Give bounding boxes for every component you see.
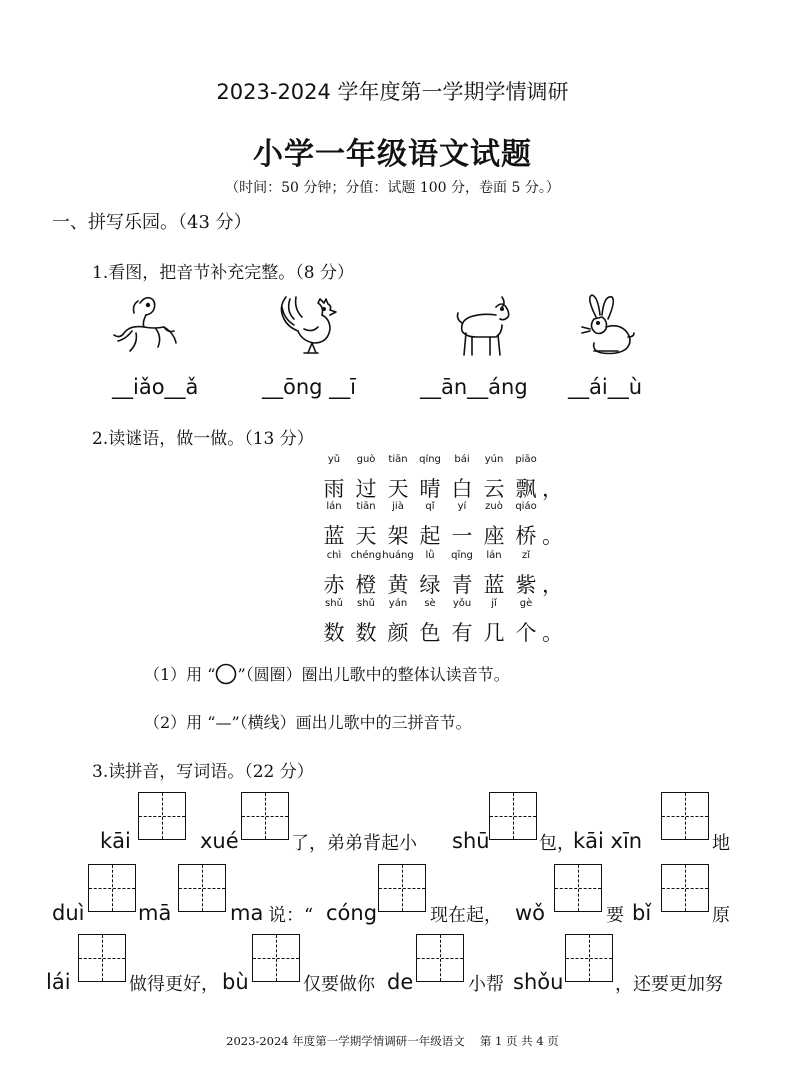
- poem-char: shǔ 数: [318, 617, 350, 647]
- sentence-text: ，还要更加努: [615, 974, 723, 995]
- poem-char: chì 赤: [318, 569, 350, 599]
- poem-punct: ，: [542, 573, 563, 597]
- poem-char: gè 个: [510, 617, 542, 647]
- poem-pinyin: yí: [457, 501, 467, 512]
- pinyin-word: ma: [230, 901, 264, 925]
- rabbit-icon: [566, 293, 638, 359]
- poem-pinyin: lán: [326, 501, 342, 512]
- pinyin-blank-rabbit: __ái__ù: [568, 375, 643, 399]
- writing-grid[interactable]: [565, 934, 613, 982]
- sentence-text: 说：“: [268, 905, 314, 926]
- poem-char: sè 色: [414, 617, 446, 647]
- sentence-text: 仅要做你: [303, 974, 375, 995]
- sub-question-2: （2）用 “—”（横线）画出儿歌中的三拼音节。: [144, 713, 472, 732]
- sub-question-1: （1）用 “ ”（圆圈）圈出儿歌中的整体认读音节。: [144, 665, 510, 684]
- poem-pinyin: qiáo: [515, 501, 537, 512]
- poem-pinyin: gè: [519, 598, 533, 609]
- pinyin-word: shū: [452, 829, 490, 853]
- pinyin-word: xué: [200, 829, 239, 853]
- pinyin-word: de: [387, 970, 414, 994]
- writing-grid[interactable]: [489, 792, 537, 840]
- poem-char: zuò 座: [478, 520, 510, 550]
- poem-punct: ，: [542, 477, 563, 501]
- pinyin-word: kāi xīn: [573, 829, 643, 853]
- sentence-text: 做得更好，: [129, 974, 219, 995]
- poem-char: qīng 青: [446, 569, 478, 599]
- poem-line-2: [318, 501, 563, 550]
- writing-grid[interactable]: [661, 864, 709, 912]
- poem-char: tiān 天: [350, 520, 382, 550]
- poem-char: yǒu 有: [446, 617, 478, 647]
- exam-info: （时间：50 分钟；分值：试题 100 分，卷面 5 分。）: [225, 180, 560, 196]
- sentence-text: 小帮: [468, 974, 504, 995]
- sentence-text: 包，: [539, 833, 575, 854]
- poem-pinyin: jǐ: [491, 598, 497, 609]
- poem-char: yǔ 雨: [318, 473, 350, 503]
- page-footer: 2023-2024 年度第一学期学情调研一年级语文 第 1 页 共 4 页: [226, 1034, 559, 1048]
- pinyin-blank-goat: __ān__áng: [420, 375, 528, 399]
- rooster-icon: [274, 293, 346, 359]
- poem-line-4: [318, 598, 563, 647]
- poem-char: tiān 天: [382, 473, 414, 503]
- sentence-text: 要: [606, 905, 624, 926]
- writing-grid[interactable]: [252, 934, 300, 982]
- poem-char: jià 架: [382, 520, 414, 550]
- poem-pinyin: zǐ: [521, 550, 531, 561]
- poem-pinyin: piāo: [515, 454, 537, 465]
- pinyin-word: bǐ: [632, 901, 652, 925]
- pinyin-word: shǒu: [513, 970, 564, 994]
- poem-char: piāo 飘: [510, 473, 542, 503]
- pinyin-word: wǒ: [515, 901, 546, 925]
- poem-pinyin: zuò: [485, 501, 503, 512]
- page-title: 小学一年级语文试题: [253, 137, 532, 172]
- poem-pinyin: yǒu: [452, 598, 472, 609]
- poem-char: yán 颜: [382, 617, 414, 647]
- poem-pinyin: sè: [424, 598, 436, 609]
- poem-pinyin: guò: [356, 454, 376, 465]
- poem-char: qiáo 桥: [510, 520, 542, 550]
- poem-char: guò 过: [350, 473, 382, 503]
- sentence-text: 了，弟弟背起小: [291, 833, 417, 854]
- writing-grid[interactable]: [661, 792, 709, 840]
- writing-grid[interactable]: [378, 864, 426, 912]
- sentence-text: 地: [712, 833, 730, 854]
- sentence-text: 现在起，: [430, 905, 502, 926]
- section-heading: 一、拼写乐园。（43 分）: [52, 212, 252, 233]
- poem-pinyin: jià: [392, 501, 404, 512]
- poem-punct: 。: [542, 621, 563, 645]
- poem-char: shǔ 数: [350, 617, 382, 647]
- sentence-text: 原: [712, 905, 730, 926]
- poem-pinyin: shǔ: [357, 598, 375, 609]
- pinyin-word: duì: [52, 901, 85, 925]
- writing-grid[interactable]: [178, 864, 226, 912]
- poem-char: yún 云: [478, 473, 510, 503]
- poem-pinyin: tiān: [356, 501, 376, 512]
- poem-pinyin: shǔ: [325, 598, 343, 609]
- pinyin-word: mā: [138, 901, 172, 925]
- writing-grid[interactable]: [554, 864, 602, 912]
- poem-pinyin: lǜ: [425, 550, 435, 561]
- writing-grid[interactable]: [78, 934, 126, 982]
- poem-char: bái 白: [446, 473, 478, 503]
- poem-pinyin: bái: [454, 454, 470, 465]
- pinyin-word: cóng: [326, 901, 378, 925]
- poem-pinyin: chéng: [350, 550, 382, 561]
- poem-line-3: [318, 550, 563, 599]
- poem-pinyin: yún: [484, 454, 504, 465]
- poem-pinyin: lán: [486, 550, 502, 561]
- poem-pinyin: tiān: [388, 454, 408, 465]
- poem-char: yí 一: [446, 520, 478, 550]
- question-1-title: 1.看图，把音节补充完整。（8 分）: [92, 263, 354, 283]
- poem-pinyin: yán: [388, 598, 408, 609]
- pinyin-word: kāi: [100, 829, 131, 853]
- writing-grid[interactable]: [88, 864, 136, 912]
- poem-char: qíng 晴: [414, 473, 446, 503]
- poem-pinyin: yǔ: [327, 454, 341, 465]
- poem-line-1: [318, 454, 563, 503]
- writing-grid[interactable]: [416, 934, 464, 982]
- poem-pinyin: qíng: [419, 454, 441, 465]
- writing-grid[interactable]: [138, 792, 186, 840]
- poem-char: lán 蓝: [478, 569, 510, 599]
- exam-header: 2023-2024 学年度第一学期学情调研: [216, 80, 569, 104]
- poem-char: chéng 橙: [350, 569, 382, 599]
- question-2-title: 2.读谜语，做一做。（13 分）: [92, 429, 314, 449]
- poem-pinyin: huáng: [382, 550, 414, 561]
- question-3-title: 3.读拼音，写词语。（22 分）: [92, 762, 314, 782]
- poem-punct: 。: [542, 524, 563, 548]
- poem-pinyin: qǐ: [425, 501, 435, 512]
- poem-char: jǐ 几: [478, 617, 510, 647]
- poem-pinyin: qīng: [451, 550, 473, 561]
- goat-icon: [452, 293, 524, 359]
- poem-pinyin: chì: [326, 550, 342, 561]
- pinyin-blank-horse: __iǎo__ǎ: [112, 375, 199, 399]
- poem-char: lán 蓝: [318, 520, 350, 550]
- pinyin-blank-rooster: __ōng __ī: [262, 375, 356, 399]
- circle-icon: [215, 663, 237, 685]
- poem-char: huáng 黄: [382, 569, 414, 599]
- pinyin-word: lái: [46, 970, 71, 994]
- poem-char: lǜ 绿: [414, 569, 446, 599]
- horse-icon: [110, 293, 182, 359]
- pinyin-word: bù: [222, 970, 249, 994]
- poem-char: qǐ 起: [414, 520, 446, 550]
- poem-char: zǐ 紫: [510, 569, 542, 599]
- writing-grid[interactable]: [241, 792, 289, 840]
